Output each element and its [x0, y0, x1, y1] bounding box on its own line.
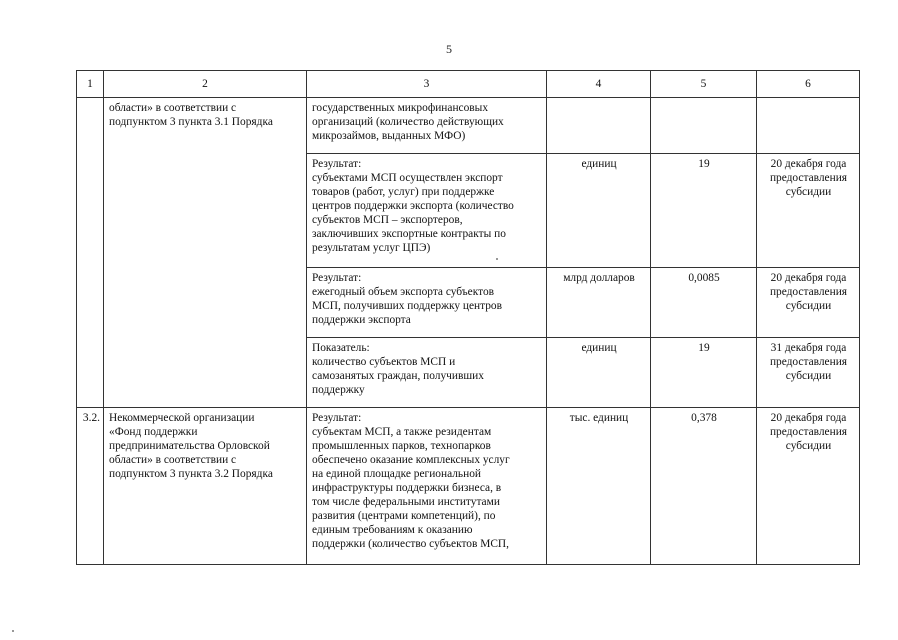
description-line: поддержку — [312, 384, 365, 396]
organization-line: Некоммерческой организации — [109, 412, 255, 424]
page-number: 5 — [446, 42, 452, 56]
unit-cell: единиц — [547, 154, 651, 268]
description-line: промышленных парков, технопарков — [312, 440, 491, 452]
deadline-cell — [757, 338, 860, 408]
value-cell: 19 — [651, 338, 757, 408]
description-line: товаров (работ, услуг) при поддержке — [312, 186, 495, 198]
description-line: развития (центрами компетенций), по — [312, 510, 496, 522]
description-line: Показатель: — [312, 342, 370, 354]
row-number-cell — [77, 98, 104, 408]
description-cell — [307, 98, 547, 154]
organization-line: подпунктом 3 пункта 3.2 Порядка — [109, 468, 273, 480]
deadline-cell — [757, 154, 860, 268]
description-cell — [307, 154, 547, 268]
deadline-line: предоставления — [769, 172, 848, 184]
description-cell — [307, 268, 547, 338]
header-cell: 4 — [547, 71, 651, 98]
value-cell: 0,0085 — [651, 268, 757, 338]
table-row — [77, 408, 860, 565]
header-cell: 6 — [757, 71, 860, 98]
header-cell: 3 — [307, 71, 547, 98]
indicators-table — [76, 70, 860, 565]
description-line: результатам услуг ЦПЭ) — [312, 242, 431, 254]
scan-speck — [12, 630, 14, 632]
description-line: ежегодный объем экспорта субъектов — [312, 286, 495, 298]
description-line: инфраструктуры поддержки бизнеса, в — [312, 482, 502, 494]
deadline-line: субсидии — [785, 370, 832, 382]
header-cell: 5 — [651, 71, 757, 98]
organization-line: области» в соответствии с — [109, 454, 237, 466]
description-line: самозанятых граждан, получивших — [312, 370, 484, 382]
description-line: микрозаймов, выданных МФО) — [312, 130, 466, 142]
row-number-cell: 3.2. — [77, 408, 104, 565]
unit-cell: единиц — [547, 338, 651, 408]
organization-cell — [104, 408, 307, 565]
description-line: единым требованиям к оказанию — [312, 524, 473, 536]
description-line: количество субъектов МСП и — [312, 356, 456, 368]
table-row — [77, 98, 860, 154]
organization-cell — [104, 98, 307, 408]
deadline-line: предоставления — [769, 426, 848, 438]
description-line: обеспечено оказание комплексных услуг — [312, 454, 510, 466]
description-line: организаций (количество действующих — [312, 116, 504, 128]
description-line: субъектам МСП, а также резидентам — [312, 426, 492, 438]
unit-cell: млрд долларов — [547, 268, 651, 338]
value-cell: 19 — [651, 154, 757, 268]
unit-cell — [547, 98, 651, 154]
table-header-row — [77, 71, 860, 98]
description-line: Результат: — [312, 158, 362, 170]
deadline-line: 20 декабря года — [770, 412, 847, 424]
description-cell — [307, 408, 547, 565]
deadline-cell — [757, 408, 860, 565]
deadline-line: 20 декабря года — [770, 272, 847, 284]
description-line: государственных микрофинансовых — [312, 102, 489, 114]
description-line: субъектов МСП – экспортеров, — [312, 214, 463, 226]
deadline-line: субсидии — [785, 300, 832, 312]
description-line: заключивших экспортные контракты по — [312, 228, 506, 240]
deadline-line: 20 декабря года — [770, 158, 847, 170]
description-line: на единой площадке региональной — [312, 468, 482, 480]
description-line: Результат: — [312, 412, 362, 424]
organization-line: подпунктом 3 пункта 3.1 Порядка — [109, 116, 273, 128]
deadline-line: 31 декабря года — [770, 342, 847, 354]
description-line: МСП, получивших поддержку центров — [312, 300, 503, 312]
value-cell: 0,378 — [651, 408, 757, 565]
description-line: поддержки экспорта — [312, 314, 411, 326]
deadline-line: предоставления — [769, 356, 848, 368]
value-cell — [651, 98, 757, 154]
description-cell — [307, 338, 547, 408]
deadline-cell — [757, 268, 860, 338]
description-line: том числе федеральными институтами — [312, 496, 500, 508]
organization-line: «Фонд поддержки — [109, 426, 198, 438]
organization-line: предпринимательства Орловской — [109, 440, 270, 452]
description-line: поддержки (количество субъектов МСП, — [312, 538, 510, 550]
description-line: Результат: — [312, 272, 362, 284]
scan-speck — [496, 258, 498, 260]
deadline-line: субсидии — [785, 186, 832, 198]
deadline-line: субсидии — [785, 440, 832, 452]
header-cell: 2 — [104, 71, 307, 98]
deadline-cell — [757, 98, 860, 154]
deadline-line: предоставления — [769, 286, 848, 298]
header-cell: 1 — [77, 71, 104, 98]
unit-cell: тыс. единиц — [547, 408, 651, 565]
description-line: субъектами МСП осуществлен экспорт — [312, 172, 503, 184]
organization-line: области» в соответствии с — [109, 102, 237, 114]
description-line: центров поддержки экспорта (количество — [312, 200, 514, 212]
